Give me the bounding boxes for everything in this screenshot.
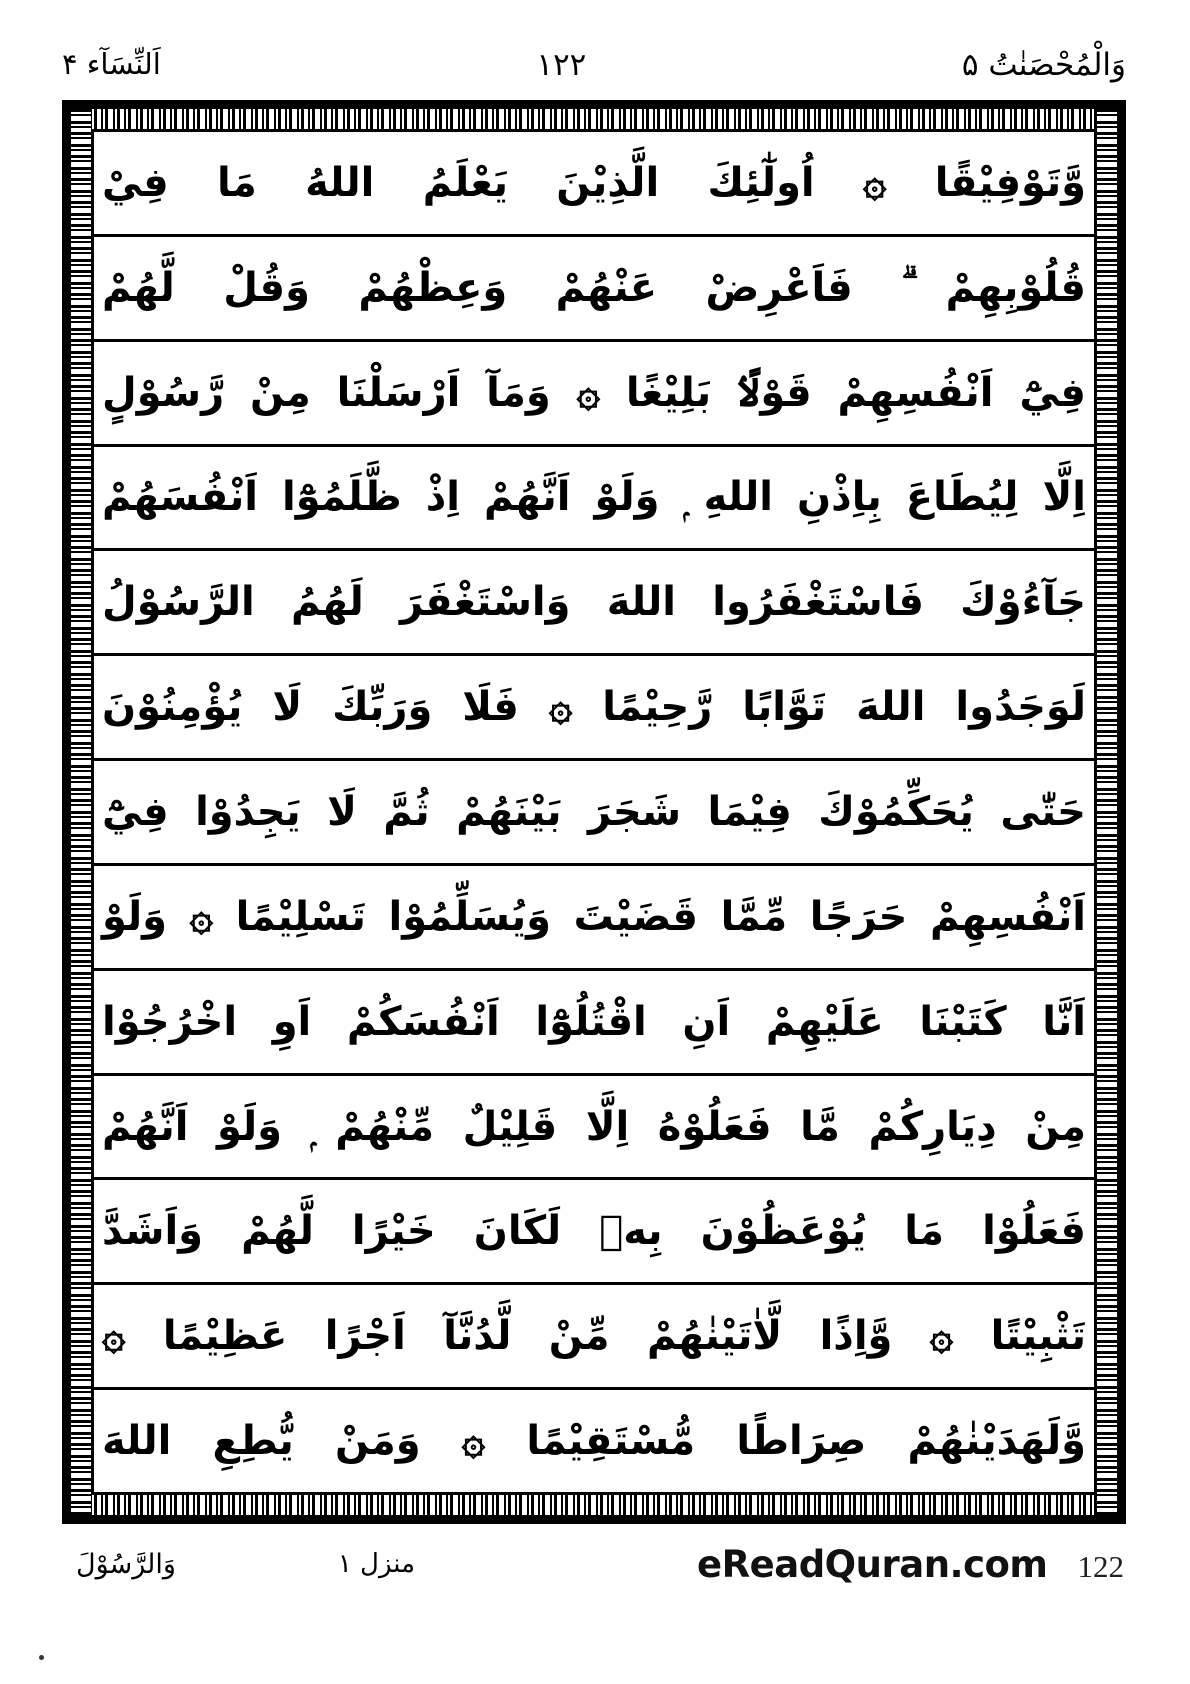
quran-line bbox=[94, 761, 1094, 866]
quran-line bbox=[94, 551, 1094, 656]
quran-line-text: وَّتَوْفِيْقًا ۞ اُولٰٓئِكَ الَّذِيْنَ يَعْلَمُ اللهُ مَا فِيْ bbox=[102, 159, 1086, 206]
quran-line-text: قُلُوْبِهِمْ ۗ فَاَعْرِضْ عَنْهُمْ وَعِظْهُمْ وَقُلْ لَّهُمْ bbox=[102, 264, 1086, 311]
footer-brand-group bbox=[697, 1543, 1142, 1586]
quran-line-text: اَنَّا كَتَبْنَا عَلَيْهِمْ اَنِ اقْتُلُوْٓا اَنْفُسَكُمْ اَوِ اخْرُجُوْا bbox=[102, 998, 1086, 1045]
quran-text-frame bbox=[62, 100, 1126, 1524]
quran-line bbox=[94, 447, 1094, 552]
quran-line-text: تَثْبِيْتًا ۞ وَّاِذًا لَّاٰتَيْنٰهُمْ مِّنْ لَّدُنَّآ اَجْرًا عَظِيْمًا ۞ bbox=[102, 1313, 1086, 1360]
quran-line bbox=[94, 237, 1094, 342]
header-page-number: ۱۲۲ bbox=[536, 47, 587, 83]
quran-line bbox=[94, 1076, 1094, 1181]
header-juz-label: وَالْمُحْصَنٰتُ ۵ bbox=[961, 46, 1126, 83]
page-footer bbox=[48, 1532, 1142, 1596]
quran-line-text: لَوَجَدُوا اللهَ تَوَّابًا رَّحِيْمًا ۞ فَلَا وَرَبِّكَ لَا يُؤْمِنُوْنَ bbox=[102, 684, 1086, 731]
footer-manzil-label: منزل ۱ bbox=[337, 1549, 416, 1579]
quran-line-text: اِلَّا لِيُطَاعَ بِاِذْنِ اللهِ ۭ وَلَوْ اَنَّهُمْ اِذْ ظَّلَمُوْٓا اَنْفُسَهُمْ bbox=[102, 474, 1086, 521]
quran-line-text: فِيْٓ اَنْفُسِهِمْ قَوْلًاۢ بَلِيْغًا ۞ وَمَآ اَرْسَلْنَا مِنْ رَّسُوْلٍ bbox=[102, 369, 1086, 416]
quran-line bbox=[94, 342, 1094, 447]
quran-line bbox=[94, 866, 1094, 971]
quran-line bbox=[94, 1285, 1094, 1390]
header-surah-label: اَلنِّسَآء ۴ bbox=[62, 47, 161, 82]
page-speck-artifact bbox=[39, 1655, 44, 1660]
quran-line-text: مِنْ دِيَارِكُمْ مَّا فَعَلُوْهُ اِلَّا قَلِيْلٌ مِّنْهُمْ ۭ وَلَوْ اَنَّهُمْ bbox=[102, 1103, 1086, 1150]
border-ornament-left-icon bbox=[71, 109, 91, 1515]
quran-line bbox=[94, 1390, 1094, 1492]
quran-line-text: وَّلَهَدَيْنٰهُمْ صِرَاطًا مُّسْتَقِيْمًا ۞ وَمَنْ يُّطِعِ اللهَ bbox=[102, 1418, 1086, 1465]
quran-line-text: جَآءُوْكَ فَاسْتَغْفَرُوا اللهَ وَاسْتَغْفَرَ لَهُمُ الرَّسُوْلُ bbox=[102, 579, 1086, 626]
quran-line bbox=[94, 656, 1094, 761]
page-header bbox=[48, 34, 1142, 96]
quran-lines-container bbox=[91, 129, 1097, 1495]
quran-line bbox=[94, 1180, 1094, 1285]
border-ornament-bottom-icon bbox=[71, 1495, 1117, 1515]
ereadquran-brand-link[interactable]: eReadQuran.com bbox=[697, 1542, 1048, 1586]
border-ornament-top-icon bbox=[71, 109, 1117, 129]
quran-line-text: حَتّٰى يُحَكِّمُوْكَ فِيْمَا شَجَرَ بَيْنَهُمْ ثُمَّ لَا يَجِدُوْا فِيْٓ bbox=[102, 788, 1086, 835]
footer-continuation-text: وَالرَّسُوْلَ bbox=[76, 1548, 176, 1580]
quran-line bbox=[94, 971, 1094, 1076]
quran-line-text: فَعَلُوْا مَا يُوْعَظُوْنَ بِهٖ لَكَانَ خَيْرًا لَّهُمْ وَاَشَدَّ bbox=[102, 1208, 1086, 1255]
quran-line bbox=[94, 132, 1094, 237]
footer-page-number: 122 bbox=[1077, 1548, 1124, 1584]
quran-line-text: اَنْفُسِهِمْ حَرَجًا مِّمَّا قَضَيْتَ وَيُسَلِّمُوْا تَسْلِيْمًا ۞ وَلَوْ bbox=[102, 893, 1086, 940]
border-ornament-right-icon bbox=[1097, 109, 1117, 1515]
